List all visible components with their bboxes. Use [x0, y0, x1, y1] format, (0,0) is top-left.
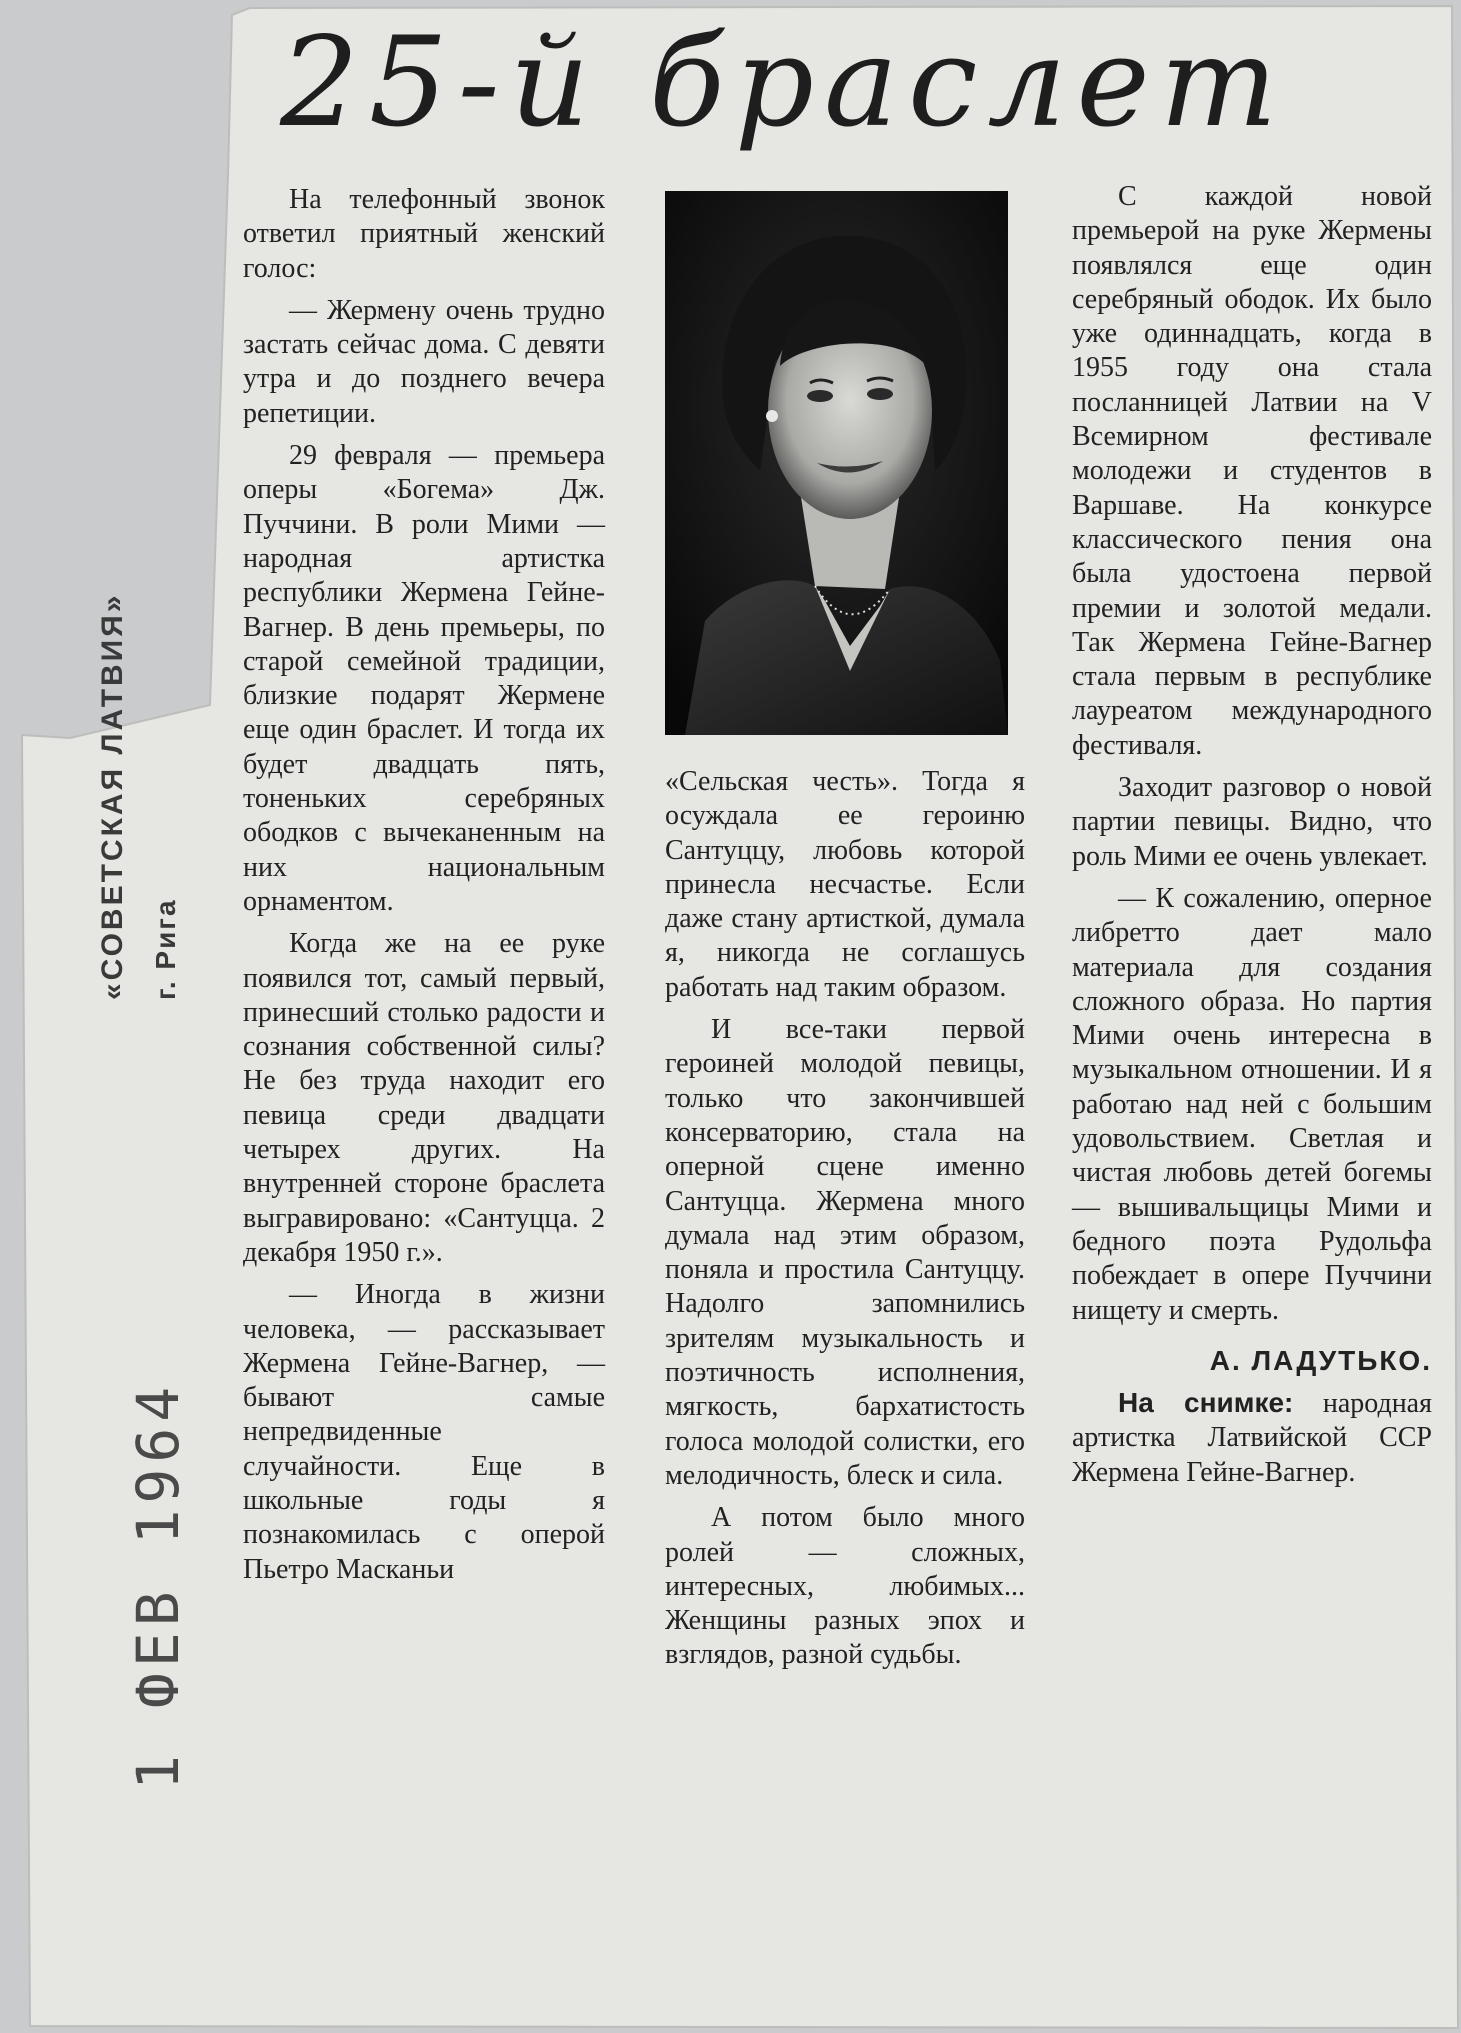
portrait-photo — [665, 191, 1008, 735]
article-paragraph: — Иногда в жизни человека, — рассказывает Жермена Гейне-Вагнер, — бывают самые непредвиденные случайности. Еще в школьные годы я познакомилась с оперой Пьетро Масканьи — [243, 1279, 605, 1585]
article-paragraph: 29 февраля — премьера оперы «Богема» Дж. Пуччини. В роли Мими — народная артистка республики Жермена Гейне-Вагнер. В день премьеры, по старой семейной традиции, близкие подарят Жермене еще один браслет. И тогда их будет двадцать пять, тоненьких серебряных ободков с вычеканенным на них национальным орнаментом. — [243, 440, 605, 917]
article-paragraph: — К сожалению, оперное либретто дает мало материала для создания сложного образа. Но партия Мими очень интересна в музыкальном отношении. И я работаю над ней с большим удовольствием. Светлая и чистая любовь детей богемы — вышивальщицы Мими и бедного поэта Рудольфа побеждает в опере Пуччини нищету и смерть. — [1072, 882, 1432, 1326]
article-paragraph: Когда же на ее руке появился тот, самый первый, принесший столько радости и сознания собственной силы? Не без труда находит его певица среди двадцати четырех других. На внутренней стороне браслета выгравировано: «Сантуцца. 2 декабря 1950 г.». — [243, 928, 605, 1268]
article-column-1 — [243, 183, 605, 1595]
photo-caption — [1072, 1386, 1432, 1490]
article-paragraph: Заходит разговор о новой партии певицы. Видно, что роль Мими ее очень увлекает. — [1072, 772, 1432, 872]
article-headline: 25-й браслет — [280, 11, 1288, 155]
article-paragraph: «Сельская честь». Тогда я осуждала ее героиню Сантуццу, любовь которой принесла несчастье. Если даже стану артисткой, думала я, никогда не соглашусь работать над таким образом. — [665, 766, 1025, 1003]
article-column-2 — [665, 765, 1025, 1681]
article-paragraph: На телефонный звонок ответил приятный женский голос: — [243, 184, 605, 284]
article-paragraph: С каждой новой премьерой на руке Жермены появлялся еще один серебряный ободок. Их было уже одиннадцать, когда в 1955 году она стала посланницей Латвии на V Всемирном фестивале молодежи и студентов в Варшаве. На конкурсе классического пения она была удостоена первой премии и золотой медали. Так Жермена Гейне-Вагнер стала первым в республике лауреатом международного фестиваля. — [1072, 181, 1432, 761]
article-column-3 — [1072, 180, 1432, 1498]
photo-caption-text: народная артистка Латвийской ССР Жермена Гейне-Вагнер. — [1072, 1388, 1432, 1488]
author-signature: А. ЛАДУТЬКО. — [1209, 1344, 1432, 1376]
photo-caption-lead: На снимке: — [1118, 1387, 1294, 1419]
article-paragraph: И все-таки первой героиней молодой певицы, только что закончившей консерваторию, стала на оперной сцене именно Сантуцца. Жермена много думала над этим образом, поняла и простила Сантуццу. Надолго запомнились зрителям музыкальность и поэтичность исполнения, мягкость, бархатистость голоса молодой солистки, его мелодичность, блеск и сила. — [665, 1014, 1025, 1491]
portrait-photo-icon — [665, 191, 1008, 735]
article-paragraph: — Жермену очень трудно застать сейчас дома. С девяти утра и до позднего вечера репетиции. — [243, 294, 605, 429]
city-stamp: г. Рига — [150, 898, 181, 1000]
date-stamp: 1 ФЕВ 1964 — [124, 1380, 192, 1790]
newspaper-source-stamp: «СОВЕТСКАЯ ЛАТВИЯ» — [96, 592, 129, 1000]
article-paragraph: А потом было много ролей — сложных, интересных, любимых... Женщины разных эпох и взглядов, разной судьбы. — [665, 1502, 1025, 1671]
